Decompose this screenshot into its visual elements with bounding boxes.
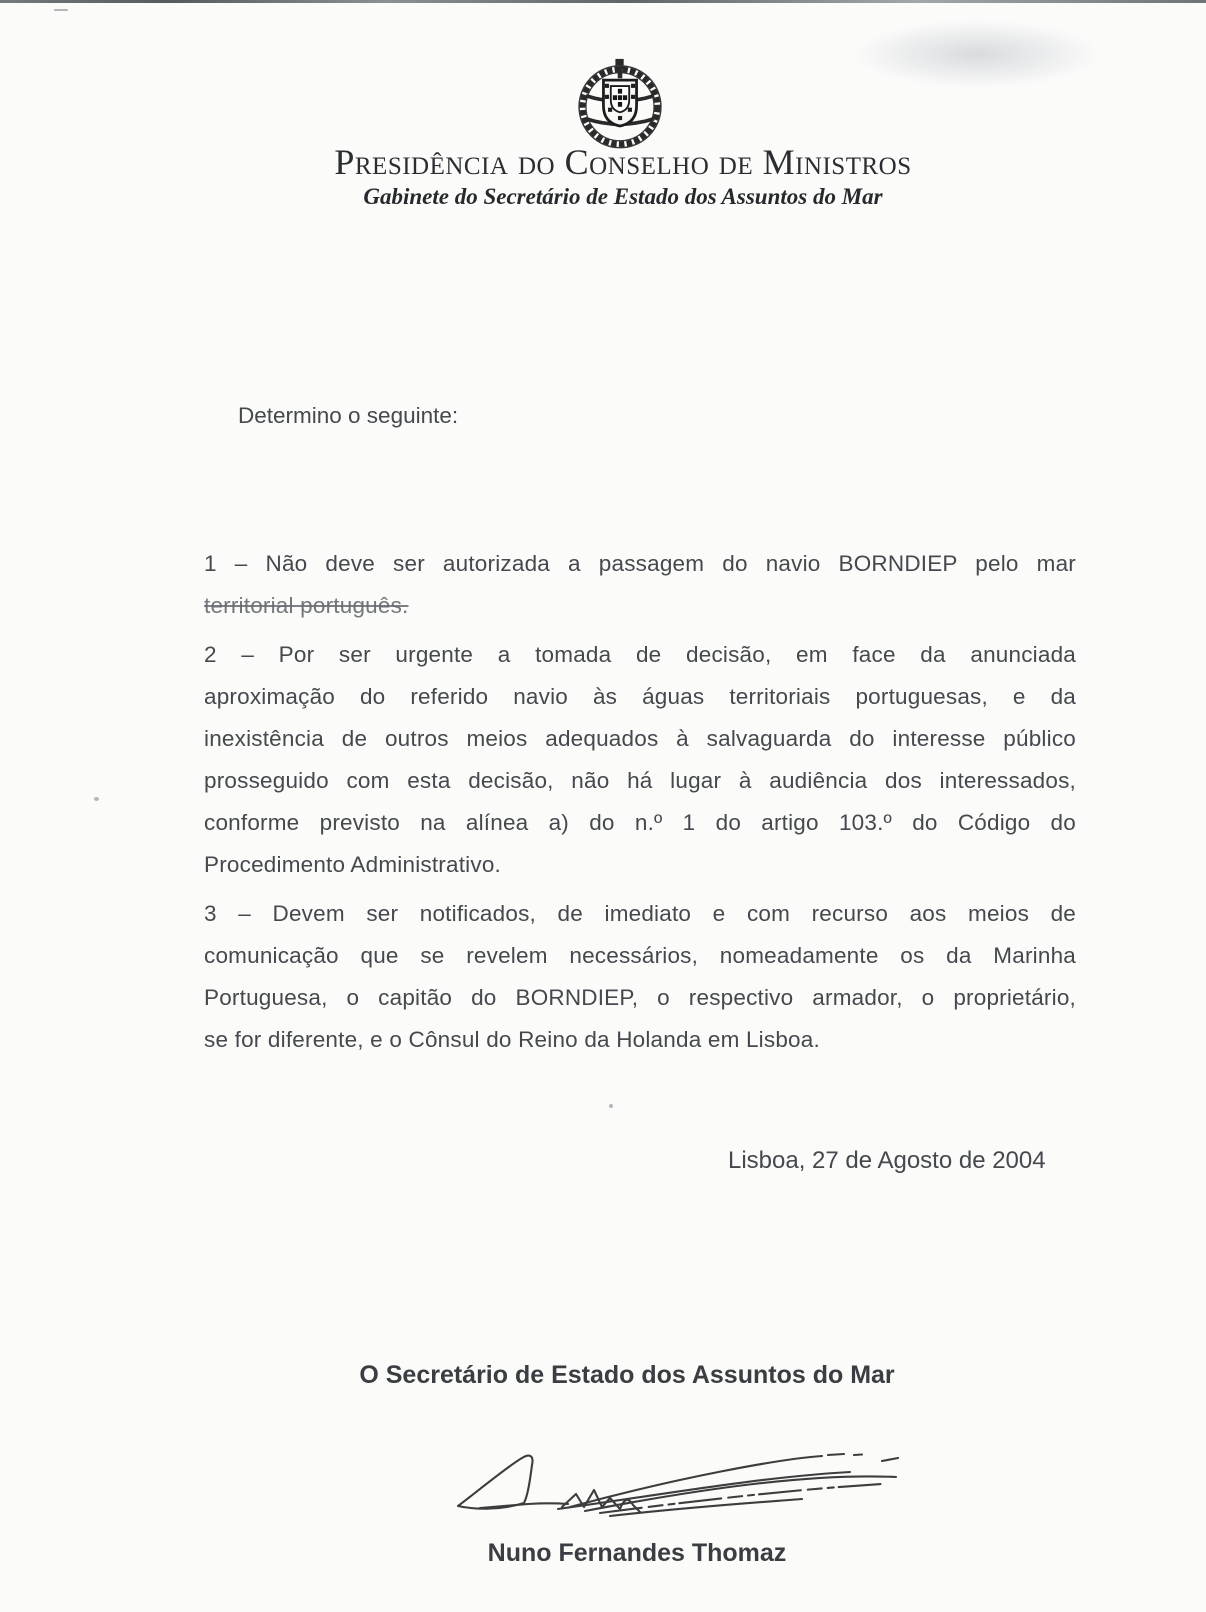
handwritten-signature-icon xyxy=(450,1433,900,1521)
letter-line: 2 – Por ser urgente a tomada de decisão, em face da anunciada xyxy=(204,642,1076,667)
scan-speck xyxy=(94,797,99,801)
portuguese-coat-of-arms-icon xyxy=(574,57,666,151)
signature-title: O Secretário de Estado dos Assuntos do Mar xyxy=(359,1361,895,1389)
letter-line-struck: territorial português. xyxy=(204,593,409,618)
letterhead-subtitle: Gabinete do Secretário de Estado dos Assuntos do Mar xyxy=(363,184,883,209)
letter-line: Portuguesa, o capitão do BORNDIEP, o respectivo armador, o proprietário, xyxy=(204,985,1076,1010)
scan-smudge-artifact xyxy=(852,20,1102,88)
scan-edge-artifact xyxy=(0,0,1206,3)
letter-paragraph-1 xyxy=(204,543,1076,627)
letter-body xyxy=(204,543,1076,1061)
letter-paragraph-2 xyxy=(204,634,1076,886)
letter-line: aproximação do referido navio às águas territoriais portuguesas, e da xyxy=(204,684,1076,709)
scan-speck xyxy=(54,9,68,11)
letter-intro-line: Determino o seguinte: xyxy=(238,403,459,428)
letter-line: comunicação que se revelem necessários, nomeadamente os da Marinha xyxy=(204,943,1076,968)
letterhead-title: Presidência do Conselho de Ministros xyxy=(334,142,912,182)
letter-line: inexistência de outros meios adequados à salvaguarda do interesse público xyxy=(204,726,1076,751)
letter-date-line: Lisboa, 27 de Agosto de 2004 xyxy=(728,1147,1046,1174)
scan-speck xyxy=(609,1104,613,1108)
letter-paragraph-3 xyxy=(204,893,1076,1061)
signatory-name: Nuno Fernandes Thomaz xyxy=(487,1539,787,1567)
letter-line: conforme previsto na alínea a) do n.º 1 do artigo 103.º do Código do xyxy=(204,810,1076,835)
letter-line: 3 – Devem ser notificados, de imediato e com recurso aos meios de xyxy=(204,901,1076,926)
letter-line: 1 – Não deve ser autorizada a passagem do navio BORNDIEP pelo mar xyxy=(204,551,1076,576)
letter-line: se for diferente, e o Cônsul do Reino da Holanda em Lisboa. xyxy=(204,1027,820,1052)
letter-line: Procedimento Administrativo. xyxy=(204,852,501,877)
letter-line: prosseguido com esta decisão, não há lugar à audiência dos interessados, xyxy=(204,768,1076,793)
